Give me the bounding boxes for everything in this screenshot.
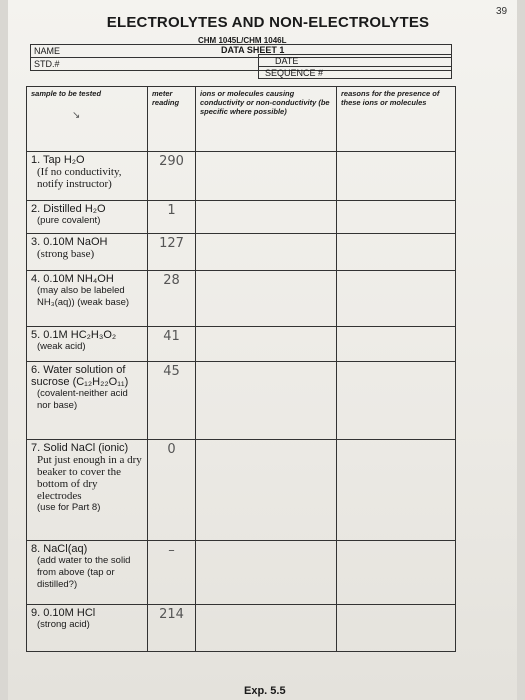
- sample-header: sample to be tested: [27, 87, 148, 152]
- sample-cell: [27, 234, 148, 271]
- sample-name: 0.1M HC₂H₃O₂: [43, 328, 117, 341]
- sample-note: (pure covalent): [37, 214, 101, 226]
- sample-note: (add water to the solid from above (tap or distilled?): [37, 554, 131, 590]
- reasons-cell[interactable]: [337, 540, 456, 605]
- reasons-cell[interactable]: [337, 605, 456, 652]
- sample-name: Distilled H₂O: [43, 202, 106, 215]
- sample-cell: [27, 326, 148, 362]
- ions-cell[interactable]: [196, 200, 337, 233]
- meter-reading-cell[interactable]: 0: [148, 440, 196, 540]
- sample-note: (use for Part 8): [37, 502, 101, 514]
- sequence-label: SEQUENCE #: [265, 68, 324, 78]
- ions-header: ions or molecules causing conductivity or non-conductivity (be specific where possible): [196, 87, 337, 152]
- sample-number: 9.: [31, 607, 41, 620]
- sample-cell: [27, 200, 148, 233]
- meter-reading-cell[interactable]: 127: [148, 234, 196, 271]
- table-row: [27, 540, 456, 605]
- std-label: STD.#: [34, 59, 60, 69]
- meter-reading-cell[interactable]: –: [148, 540, 196, 605]
- meter-reading-cell[interactable]: 45: [148, 362, 196, 440]
- sample-name: 0.10M HCl: [43, 607, 96, 620]
- sample-number: 8.: [31, 542, 41, 555]
- sample-number: 7.: [31, 442, 41, 455]
- reasons-cell[interactable]: [337, 362, 456, 440]
- ions-cell[interactable]: [196, 440, 337, 540]
- ions-cell[interactable]: [196, 326, 337, 362]
- sample-number: 3.: [31, 236, 41, 249]
- reasons-header: reasons for the presence of these ions or molecules: [337, 87, 456, 152]
- sample-name: Solid NaCl (ionic): [43, 442, 129, 455]
- sample-name: NaCl(aq): [43, 542, 88, 555]
- meter-header: meter reading: [148, 87, 196, 152]
- reasons-cell[interactable]: [337, 326, 456, 362]
- sample-instruction: Put just enough in a dry beaker to cover the bottom of dry electrodes: [37, 454, 142, 503]
- meter-reading-cell[interactable]: 41: [148, 326, 196, 362]
- sample-number: 1.: [31, 154, 41, 166]
- table-row: [27, 605, 456, 652]
- ions-cell[interactable]: [196, 271, 337, 327]
- sample-cell: [27, 540, 148, 605]
- sample-note: (covalent-neither acid nor base): [37, 388, 128, 412]
- pen-mark-icon: ↘: [72, 110, 81, 121]
- meter-reading-cell[interactable]: 290: [148, 152, 196, 201]
- ions-cell[interactable]: [196, 234, 337, 271]
- sample-cell: [27, 271, 148, 327]
- sample-cell: [27, 362, 148, 440]
- results-table: [26, 86, 456, 652]
- page-number: 39: [496, 6, 508, 17]
- sample-cell: [27, 605, 148, 652]
- sample-name: 0.10M NH₄OH: [43, 273, 114, 286]
- course-code: CHM 1045L/CHM 1046L: [198, 36, 287, 45]
- table-row: [27, 326, 456, 362]
- sample-cell: [27, 440, 148, 540]
- sequence-field[interactable]: [258, 66, 452, 79]
- meter-reading-cell[interactable]: 28: [148, 271, 196, 327]
- reasons-cell[interactable]: [337, 234, 456, 271]
- page-title: ELECTROLYTES AND NON-ELECTROLYTES: [106, 14, 430, 31]
- reasons-cell[interactable]: [337, 152, 456, 201]
- name-label: NAME: [34, 46, 61, 56]
- reasons-cell[interactable]: [337, 200, 456, 233]
- ions-cell[interactable]: [196, 605, 337, 652]
- table-row: [27, 271, 456, 327]
- sample-number: 4.: [31, 273, 41, 286]
- sample-cell: [27, 152, 148, 201]
- ions-cell[interactable]: [196, 362, 337, 440]
- data-sheet-page: [8, 0, 517, 700]
- sample-name: Water solution of sucrose (C₁₂H₂₂O₁₁): [31, 364, 129, 389]
- ions-cell[interactable]: [196, 152, 337, 201]
- footer-label: Exp. 5.5: [244, 685, 286, 697]
- sample-instruction: (If no conductivity, notify instructor): [37, 166, 122, 190]
- ions-cell[interactable]: [196, 540, 337, 605]
- table-row: [27, 200, 456, 233]
- sample-note: (weak acid): [37, 340, 86, 352]
- reasons-cell[interactable]: [337, 440, 456, 540]
- data-sheet-label: DATA SHEET 1: [221, 45, 285, 55]
- table-row: [27, 362, 456, 440]
- date-label: DATE: [275, 56, 299, 66]
- table-row: [27, 440, 456, 540]
- table-row: [27, 234, 456, 271]
- sample-note: (may also be labeled NH₃(aq)) (weak base): [37, 285, 130, 309]
- meter-reading-cell[interactable]: 214: [148, 605, 196, 652]
- sample-number: 5.: [31, 328, 41, 341]
- sample-name: 0.10M NaOH: [43, 236, 108, 249]
- table-row: [27, 152, 456, 201]
- sample-number: 2.: [31, 202, 41, 215]
- sample-number: 6.: [31, 364, 41, 377]
- sample-note: (strong acid): [37, 619, 90, 631]
- meter-reading-cell[interactable]: 1: [148, 200, 196, 233]
- sample-name: Tap H₂O: [43, 154, 85, 166]
- reasons-cell[interactable]: [337, 271, 456, 327]
- sample-instruction: (strong base): [37, 248, 95, 261]
